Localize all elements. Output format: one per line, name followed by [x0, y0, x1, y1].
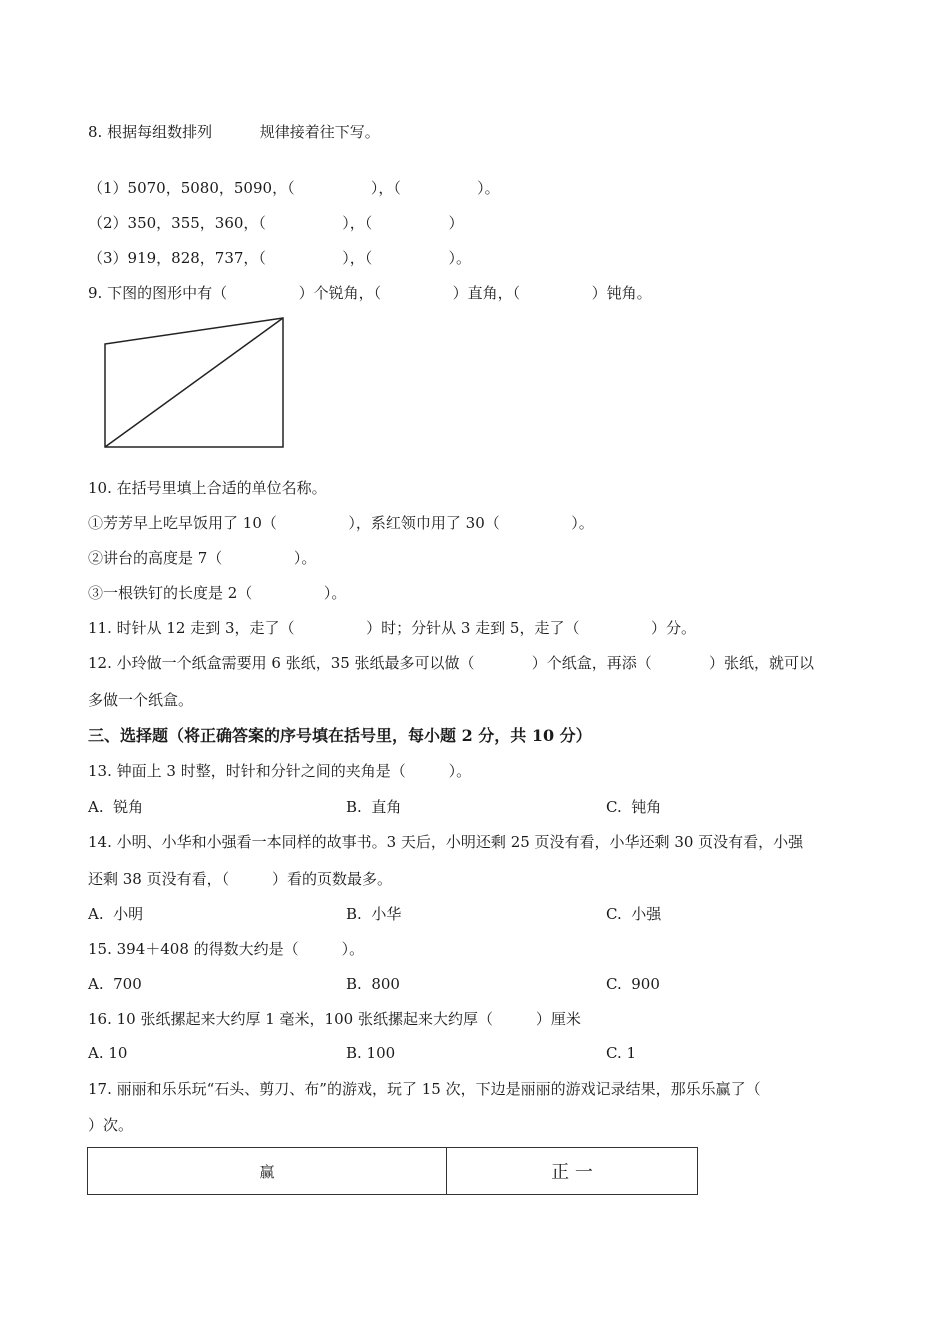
section-3-title: 三、选择题（将正确答案的序号填在括号里，每小题 2 分，共 10 分）	[88, 726, 592, 745]
table-row	[88, 1148, 698, 1195]
q13-option-a: A. 锐角	[88, 798, 144, 816]
q14-line-2: 还剩 38 页没有看，（ ）看的页数最多。	[88, 870, 393, 888]
q17-line-2: ）次。	[88, 1116, 134, 1134]
q14-option-b: B. 小华	[346, 905, 402, 923]
q15-stem: 15. 394＋408 的得数大约是（ ）。	[88, 940, 365, 958]
q15-option-c: C. 900	[606, 975, 660, 993]
q8-stem: 8. 根据每组数排列 规律接着往下写。	[88, 123, 380, 141]
q14-line-1: 14. 小明、小华和小强看一本同样的故事书。3 天后，小明还剩 25 页没有看，小华还剩 30 页没有看，小强	[88, 833, 804, 851]
q8-item-3: （3）919，828，737，（ ），（ ）。	[88, 249, 472, 267]
q14-option-c: C. 小强	[606, 905, 662, 923]
q10-item-3: ③一根铁钉的长度是 2（ ）。	[88, 584, 347, 602]
q15-option-a: A. 700	[88, 975, 142, 993]
q11-stem: 11. 时针从 12 走到 3，走了（ ）时；分针从 3 走到 5，走了（ ）分。	[88, 619, 696, 637]
q13-stem: 13. 钟面上 3 时整，时针和分针之间的夹角是（ ）。	[88, 762, 472, 780]
q16-stem: 16. 10 张纸摞起来大约厚 1 毫米，100 张纸摞起来大约厚（ ）厘米	[88, 1010, 581, 1028]
diagonal-line	[105, 318, 283, 447]
q9-stem: 9. 下图的图形中有（ ）个锐角，（ ）直角，（ ）钝角。	[88, 284, 652, 302]
q17-line-1: 17. 丽丽和乐乐玩“石头、剪刀、布”的游戏，玩了 15 次，下边是丽丽的游戏记录结果，那乐乐赢了（	[88, 1080, 761, 1098]
q17-record-table	[87, 1147, 698, 1195]
q16-option-c: C. 1	[606, 1044, 637, 1062]
q10-item-1: ①芳芳早上吃早饭用了 10（ ），系红领巾用了 30（ ）。	[88, 514, 594, 532]
q8-item-1: （1）5070，5080，5090，（ ），（ ）。	[88, 179, 500, 197]
q10-stem: 10. 在括号里填上合适的单位名称。	[88, 479, 327, 497]
q12-line-2: 多做一个纸盒。	[88, 691, 194, 709]
q16-option-a: A. 10	[88, 1044, 128, 1062]
q13-option-c: C. 钝角	[606, 798, 662, 816]
q13-option-b: B. 直角	[346, 798, 402, 816]
q15-option-b: B. 800	[346, 975, 400, 993]
q12-line-1: 12. 小玲做一个纸盒需要用 6 张纸，35 张纸最多可以做（ ）个纸盒，再添（ ）张纸，就可以	[88, 654, 814, 672]
q8-item-2: （2）350，355，360，（ ），（ ）	[88, 214, 464, 232]
q14-option-a: A. 小明	[88, 905, 144, 923]
record-tally-cell: 正 一	[447, 1148, 698, 1195]
q10-item-2: ②讲台的高度是 7（ ）。	[88, 549, 317, 567]
record-label-cell: 赢	[88, 1148, 447, 1195]
q9-figure	[100, 314, 290, 454]
q16-option-b: B. 100	[346, 1044, 396, 1062]
